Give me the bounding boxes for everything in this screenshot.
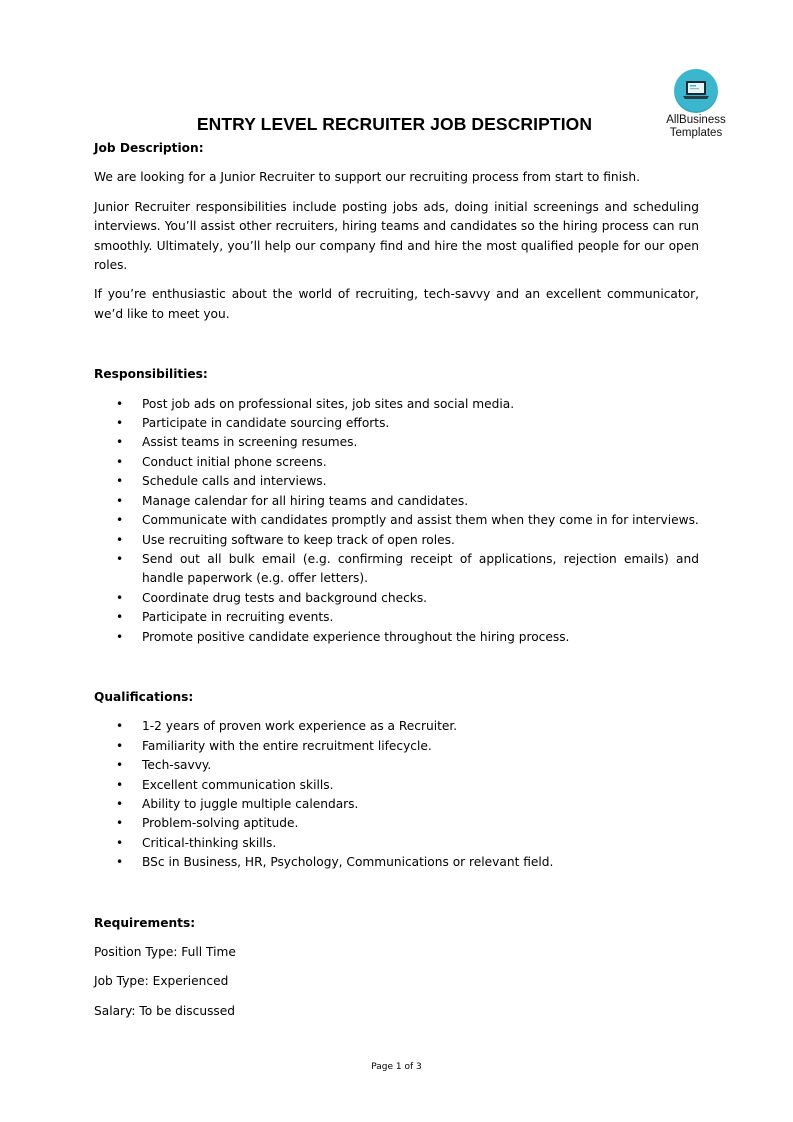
job-description-paragraph-1: We are looking for a Junior Recruiter to support our recruiting process from start to finish. [94, 170, 640, 185]
bullet-icon: • [116, 590, 124, 605]
job-description-heading: Job Description: [94, 141, 204, 155]
qualifications-list [94, 717, 699, 872]
logo-badge [674, 69, 718, 113]
list-item-text: Ability to juggle multiple calendars. [142, 796, 359, 811]
list-item [94, 853, 699, 872]
list-item [94, 756, 699, 775]
bullet-icon: • [116, 816, 124, 831]
list-item [94, 814, 699, 833]
bullet-icon: • [116, 796, 124, 811]
logo-line-1: AllBusiness [666, 114, 726, 126]
list-item [94, 472, 699, 491]
list-item-text: Participate in candidate sourcing efforts. [142, 416, 390, 431]
list-item-text: Manage calendar for all hiring teams and candidates. [142, 493, 469, 508]
document-title: ENTRY LEVEL RECRUITER JOB DESCRIPTION [196, 114, 593, 134]
list-item-text: Conduct initial phone screens. [142, 454, 327, 469]
responsibilities-list [94, 395, 699, 647]
list-item-text: BSc in Business, HR, Psychology, Communications or relevant field. [142, 855, 554, 870]
document-body [94, 139, 699, 1021]
list-item-text: Problem-solving aptitude. [142, 816, 299, 831]
list-item-text: Schedule calls and interviews. [142, 474, 327, 489]
list-item-text: Critical-thinking skills. [142, 835, 277, 850]
bullet-icon: • [116, 777, 124, 792]
list-item-text: Assist teams in screening resumes. [142, 435, 358, 450]
list-item [94, 453, 699, 472]
logo-line-2: Templates [669, 126, 723, 139]
list-item [94, 608, 699, 627]
bullet-icon: • [116, 474, 124, 489]
list-item [94, 776, 699, 795]
bullet-icon: • [116, 835, 124, 850]
requirement-job-type: Job Type: Experienced [94, 974, 229, 989]
requirement-position-type: Position Type: Full Time [94, 945, 236, 959]
list-item-text: Post job ads on professional sites, job sites and social media. [142, 396, 515, 411]
requirement-salary: Salary: To be discussed [94, 1003, 236, 1018]
list-item [94, 737, 699, 756]
bullet-icon: • [116, 513, 124, 528]
qualifications-heading: Qualifications: [94, 689, 194, 704]
job-description-paragraph-3: If you’re enthusiastic about the world of recruiting, tech-savvy and an excellent communicator, we’d like to meet you. [94, 287, 699, 321]
bullet-icon: • [116, 629, 124, 644]
list-item-text: Tech-savvy. [142, 758, 212, 773]
list-item-text: Use recruiting software to keep track of open roles. [142, 532, 455, 547]
list-item [94, 395, 699, 414]
requirements-heading: Requirements: [94, 915, 196, 930]
list-item-text: Participate in recruiting events. [142, 610, 334, 625]
bullet-icon: • [116, 719, 124, 734]
list-item [94, 628, 699, 647]
bullet-icon: • [116, 610, 124, 625]
list-item-text: Promote positive candidate experience throughout the hiring process. [142, 629, 570, 644]
list-item [94, 414, 699, 433]
list-item [94, 433, 699, 452]
bullet-icon: • [116, 551, 124, 566]
list-item [94, 589, 699, 608]
bullet-icon: • [116, 416, 124, 431]
bullet-icon: • [116, 738, 124, 753]
list-item-text: Communicate with candidates promptly and assist them when they come in for interviews. [142, 513, 699, 528]
bullet-icon: • [116, 532, 124, 547]
list-item-text: Send out all bulk email (e.g. confirming receipt of applications, rejection emails) and handle paperwork (e.g. offer letters). [142, 551, 699, 586]
list-item-text: Familiarity with the entire recruitment lifecycle. [142, 738, 432, 753]
bullet-icon: • [116, 855, 124, 870]
laptop-icon [683, 80, 709, 102]
responsibilities-heading: Responsibilities: [94, 367, 208, 382]
job-description-paragraph-2: Junior Recruiter responsibilities include posting jobs ads, doing initial screenings and scheduling interviews. You’ll assist other recruiters, hiring teams and candidates so the hiring process can run smoothly. Ultimately, you’ll help our company find and hire the most qualified people for our open roles. [94, 199, 699, 273]
list-item-text: 1-2 years of proven work experience as a Recruiter. [142, 719, 458, 734]
bullet-icon: • [116, 435, 124, 450]
list-item [94, 717, 699, 736]
bullet-icon: • [116, 396, 124, 411]
page-number: Page 1 of 3 [371, 1062, 422, 1072]
list-item [94, 511, 699, 530]
list-item [94, 550, 699, 589]
list-item [94, 492, 699, 511]
bullet-icon: • [116, 493, 124, 508]
bullet-icon: • [116, 758, 124, 773]
bullet-icon: • [116, 454, 124, 469]
list-item-text: Coordinate drug tests and background checks. [142, 590, 428, 605]
list-item [94, 531, 699, 550]
list-item [94, 795, 699, 814]
list-item [94, 834, 699, 853]
list-item-text: Excellent communication skills. [142, 777, 334, 792]
